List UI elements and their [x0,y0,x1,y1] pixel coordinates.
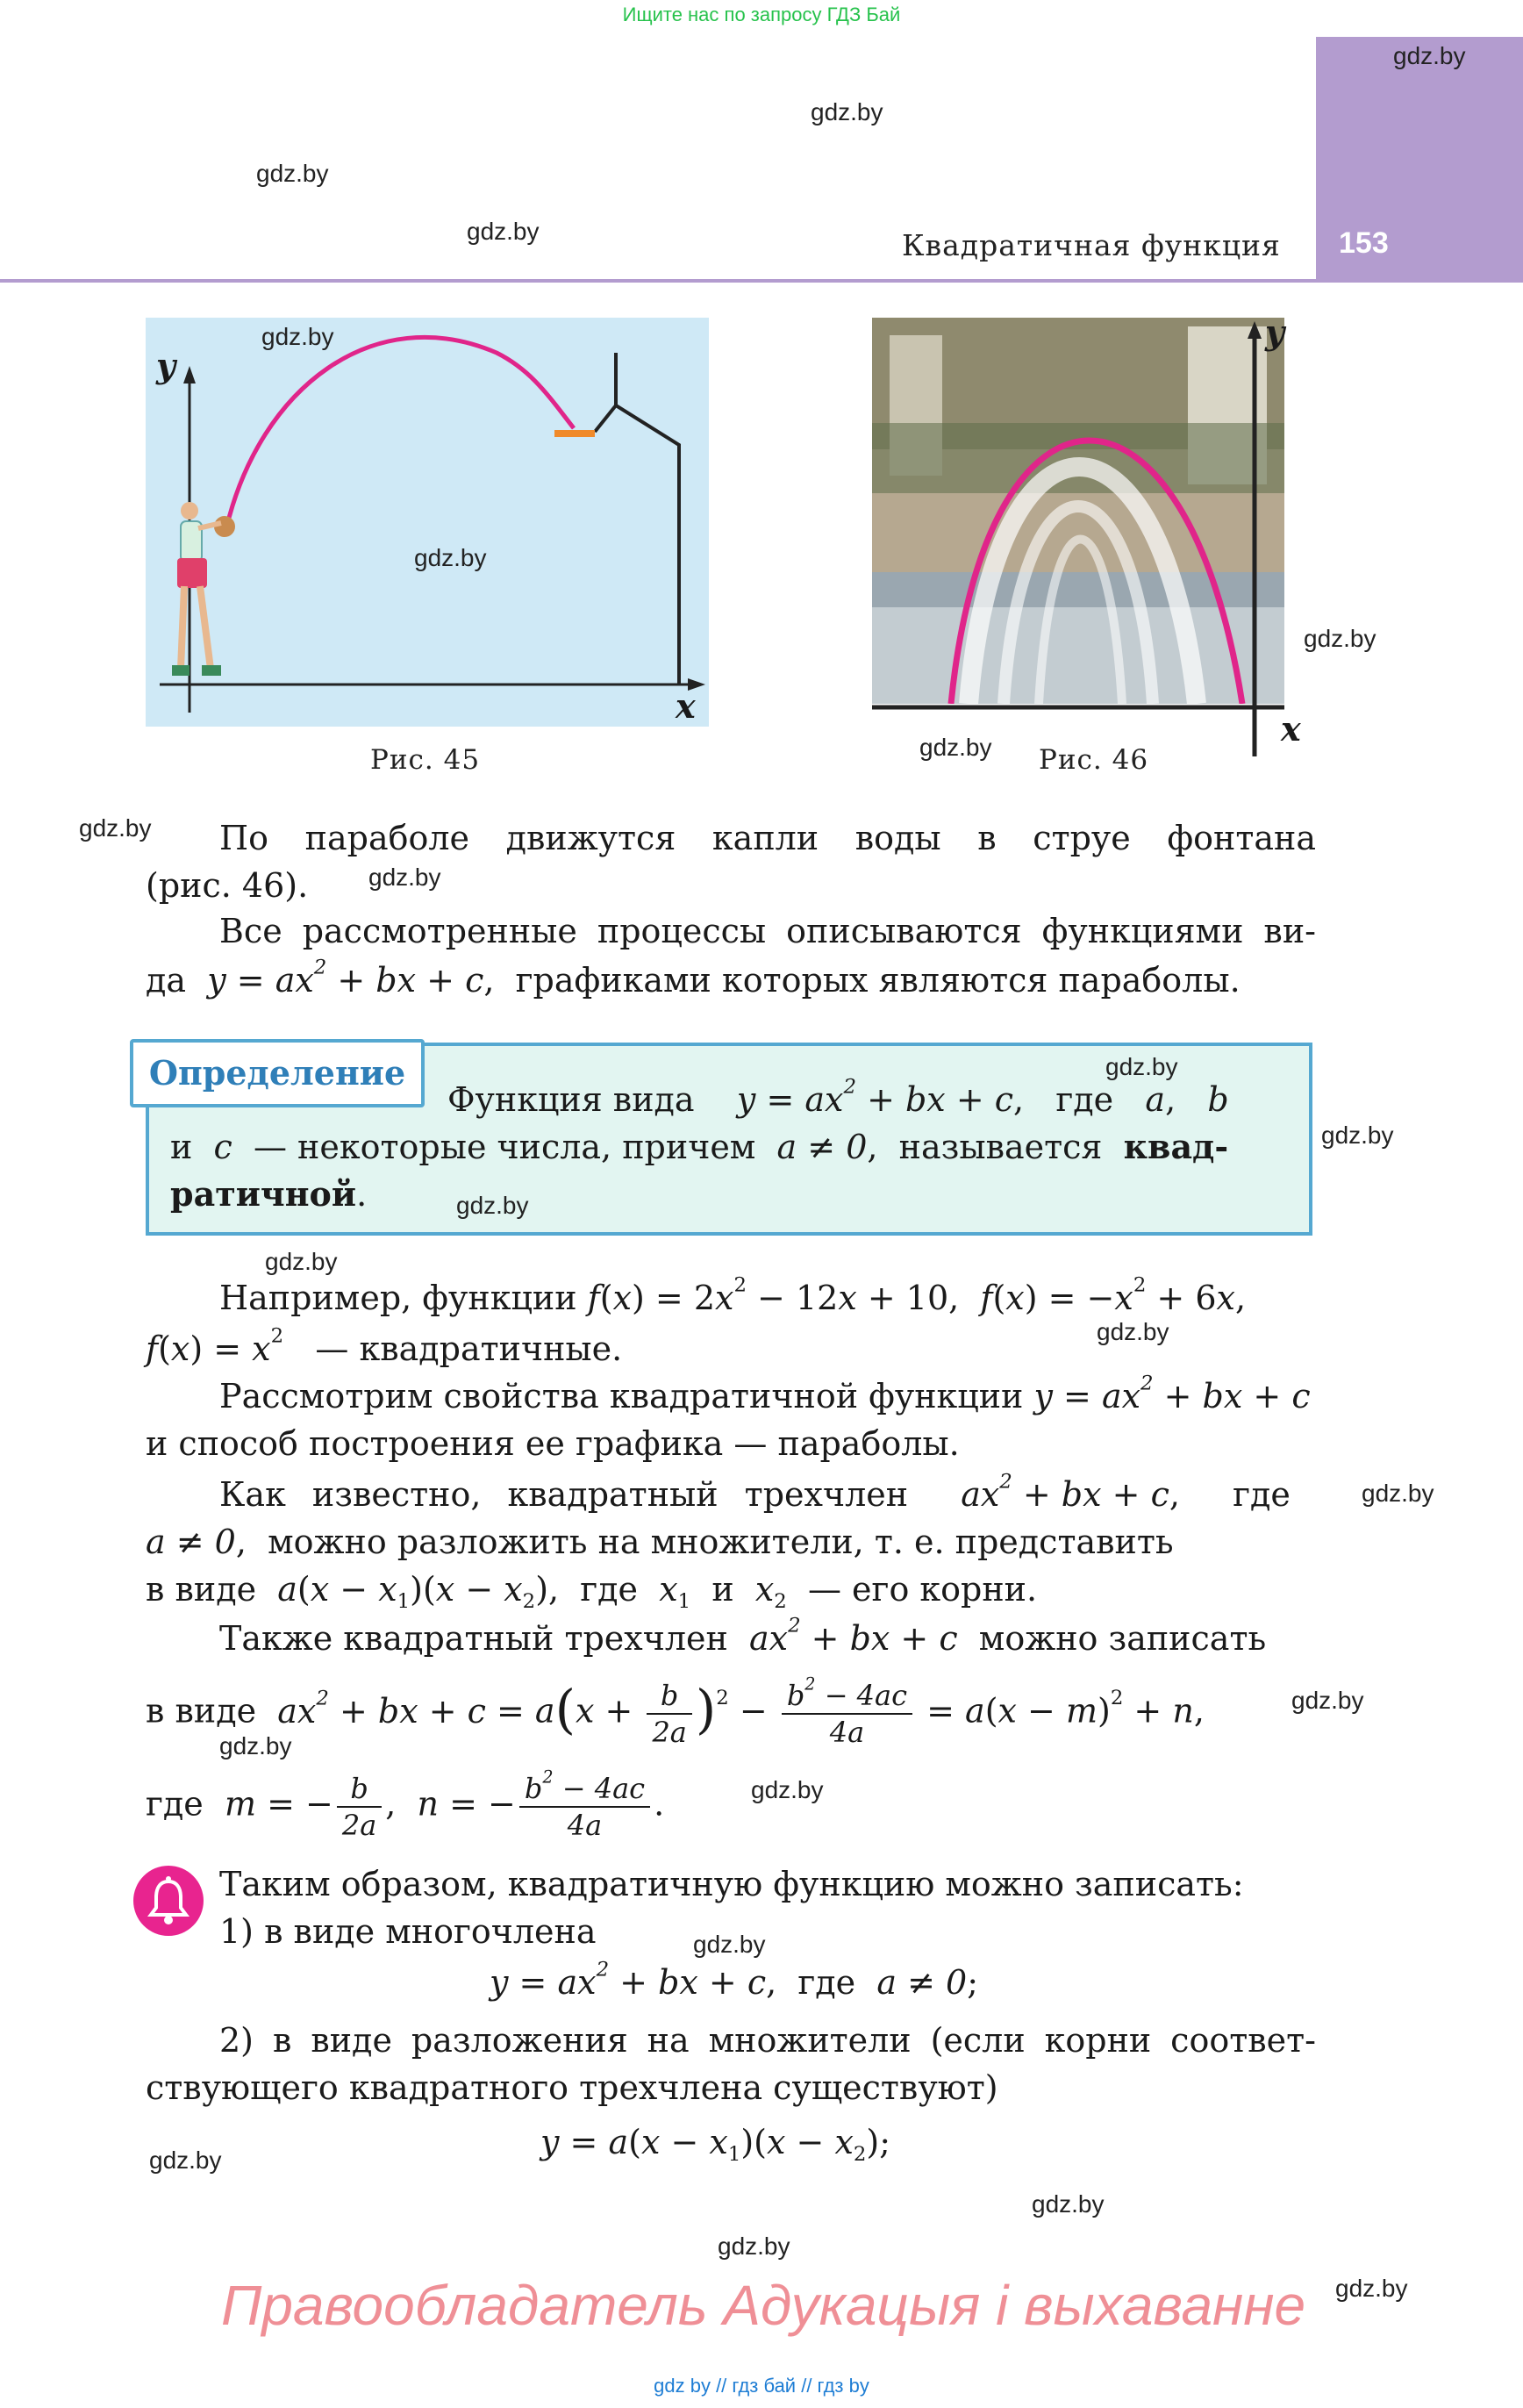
paragraph-line: По параболе движутся капли воды в струе фонтана [219,819,1316,857]
formula-example-3: f [146,1329,159,1368]
figure-46-caption: Рис. 46 [1039,744,1149,776]
fig45-x-label: x [676,686,696,726]
page-number: 153 [1339,226,1389,260]
text-span: Например, функции [219,1279,577,1317]
text-span: квад- [1123,1127,1229,1166]
figure-46-axes [872,318,1311,756]
text-span: в виде [146,1570,257,1609]
watermark: gdz.by [718,2232,790,2260]
text-span: . [356,1175,368,1214]
text-span: где [580,1570,639,1609]
definition-label: Определение [130,1039,425,1107]
symbol-c: c [213,1128,232,1166]
text-span: где [1233,1475,1291,1514]
figure-45-drawing [146,318,709,727]
watermark: gdz.by [1032,2190,1105,2218]
symbol-x1: x [659,1570,678,1609]
text-span: Также квадратный трехчлен [219,1619,728,1658]
formula-factored: y = a [540,2123,629,2161]
top-search-hint[interactable]: Ищите нас по запросу ГДЗ Бай [622,4,901,25]
text-span: Как известно, квадратный трехчлен [219,1475,909,1514]
formula-a-nonzero: a ≠ 0 [876,1963,968,2002]
paragraph-line: да $y = ax^2$ + bx + c, графиками которых являются параболы. [146,956,1241,1000]
formula-quadratic: $y = ax^2$ + bx + c [736,1075,1014,1119]
text-span: можно разложить на множители, т. е. представить [268,1523,1174,1561]
formula-example-1: f [587,1279,600,1317]
text-span: где [1055,1080,1114,1119]
formula-m: m [224,1784,257,1824]
formula-n: n [417,1784,440,1824]
watermark: gdz.by [467,218,540,245]
summary-formula: $y = ax^2$ + bx + c, где a ≠ 0; [490,1958,978,2002]
watermark: gdz.by [811,98,883,125]
text-span: да [146,961,187,1000]
watermark: gdz.by [1105,1053,1178,1080]
summary-line: 2) в виде разложения на множители (если корни соответ- [219,2021,1316,2060]
watermark: gdz.by [368,864,441,891]
watermark: gdz.by [693,1931,766,1958]
watermark: gdz.by [149,2146,222,2174]
watermark: gdz.by [219,1732,292,1759]
example-line: в виде $a(x - x_1)(x - x_2)$, где $x_1$ и $x_2$ — его корни. [146,1570,1038,1613]
symbol-b: b [1207,1080,1229,1119]
fig46-x-label: x [1281,709,1301,749]
watermark: gdz.by [265,1248,338,1275]
text-span: называется [898,1128,1103,1166]
formula-vertex-form: $ax^2$ + bx + c [277,1686,486,1731]
example-line [219,1372,1316,1420]
example-line: a ≠ 0, можно разложить на множители, т. е. представить [146,1523,1174,1561]
watermark: gdz.by [1097,1318,1169,1345]
symbol-a: a [1145,1080,1166,1119]
watermark: gdz.by [414,544,487,571]
watermark: gdz.by [256,160,329,187]
example-line: и способ построения ее графика — параболы. [146,1424,960,1463]
bell-icon [133,1866,204,1936]
summary-line: Таким образом, квадратичную функцию можно записать: [219,1865,1244,1903]
watermark: gdz.by [751,1776,824,1803]
watermark: gdz.by [1335,2275,1408,2302]
example-line [219,1615,1316,1662]
paragraph-line: (рис. 46). [146,866,309,905]
watermark: gdz.by [1393,42,1466,69]
text-span: — некоторые числа, причем [253,1128,756,1166]
figure-45-caption: Рис. 45 [370,744,481,776]
text-span: и [711,1570,734,1609]
summary-formula: $y = a(x - x_1)(x - x_2)$; [540,2123,891,2166]
y-axis-arrow [1248,321,1262,339]
formula-quadratic: $y = ax^2$ + bx + c [1033,1372,1311,1415]
ball-trajectory [226,337,574,528]
player-figure [172,502,235,676]
fig46-y-label: y [1265,312,1285,352]
text-span: и [170,1128,193,1166]
definition-line: Функция вида $y = ax^2$ + bx + c, где a, b [447,1075,1229,1119]
formula-trinomial: $ax^2$ + bx + c [961,1470,1169,1514]
text-span: — его корни. [807,1570,1038,1609]
text-span: графиками которых являются параболы. [515,961,1241,1000]
formula-factored: a [277,1570,297,1609]
definition-line [170,1171,367,1218]
text-span: где [146,1784,204,1824]
text-span: — квадратичные. [315,1329,623,1368]
example-line: Например, функции $f(x) = 2x^2 - 12x + 10$, $f(x) = -x^2 + 6x$, [219,1273,1247,1317]
watermark: gdz.by [1362,1480,1434,1507]
formula-a-nonzero: a ≠ 0 [146,1523,236,1561]
hoop-arm [595,405,616,432]
formula-quadratic: $y = ax^2$ + bx + c [207,956,484,1000]
text-span: где [797,1963,856,2002]
watermark: gdz.by [79,814,152,842]
bottom-links[interactable]: gdz by // гдз бай // гдз by [654,2375,869,2397]
example-line: где m = − $\frac{b}{2a}$ , n = − $\frac{b^2 - 4ac}{4a}$ . [146,1767,665,1842]
watermark: gdz.by [1291,1687,1364,1714]
example-line: Как известно, квадратный трехчлен $ax^2$ + bx + c, где [219,1470,1291,1514]
text-span: Функция вида [447,1080,695,1119]
formula-quadratic: $y = ax^2$ + bx + c [490,1958,767,2002]
watermark: gdz.by [261,323,334,350]
example-line: $f(x) = x^2$ — квадратичные. [146,1324,623,1368]
formula-trinomial: $ax^2$ + bx + c [748,1614,958,1658]
watermark: gdz.by [456,1192,529,1219]
text-span: можно записать [978,1619,1267,1658]
text-span: в виде [146,1691,257,1731]
paragraph-line: Все рассмотренные процессы описываются функциями ви- [219,912,1316,950]
definition-line: и c — некоторые числа, причем a ≠ 0, называется квад- [170,1127,1229,1166]
symbol-x2: x [754,1570,775,1609]
watermark: gdz.by [919,734,992,761]
summary-line: ствующего квадратного трехчлена существуют) [146,2068,998,2107]
text-span: Рассмотрим свойства квадратичной функции [219,1377,1024,1415]
fig45-y-label: y [156,346,176,385]
summary-line: 1) в виде многочлена [219,1912,597,1951]
y-axis-arrow [183,366,196,383]
formula-example-2: f [980,1279,993,1317]
formula-a-nonzero: a ≠ 0 [776,1128,868,1166]
definition-term: ратичной [170,1174,357,1214]
running-title: Квадратичная функция [902,228,1281,262]
header-rule [0,279,1316,283]
watermark: gdz.by [1321,1122,1394,1149]
figure-45 [146,318,709,727]
hoop-rim [554,430,595,437]
watermark: gdz.by [1304,625,1376,652]
hoop-stand [616,353,679,684]
copyright-footer: Правообладатель Адукацыя і выхаванне [220,2274,1306,2337]
example-line: в виде $ax^2$ + bx + c = a(x + $\frac{b}{2a}$ )$^2$ − $\frac{b^2 - 4ac}{4a}$ = $a(x - m)^2 + n$, [146,1673,1205,1749]
